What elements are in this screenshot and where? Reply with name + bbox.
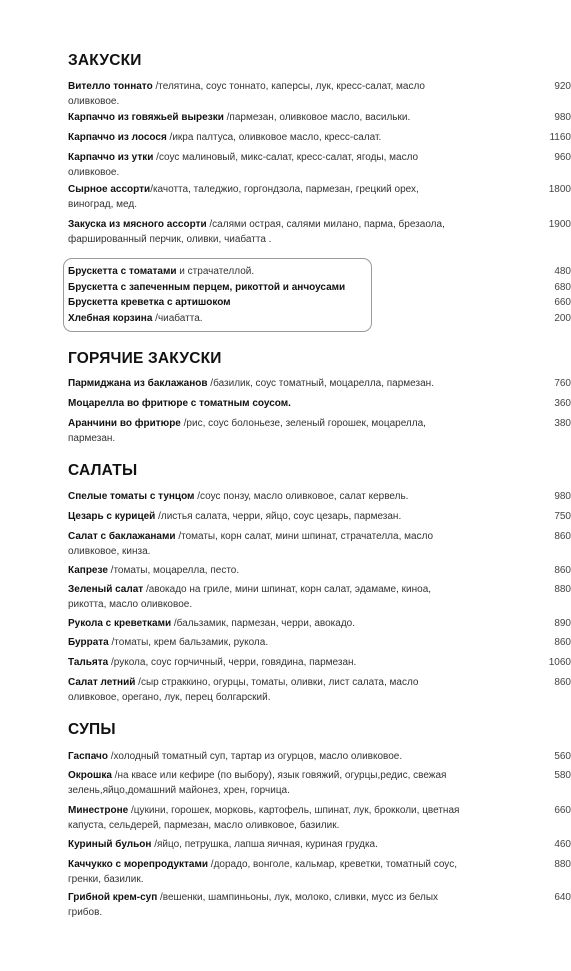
item-description: /соус малиновый, микс-салат, кресс-салат, ягоды, масло оливковое.: [68, 152, 419, 178]
item-name: Окрошка: [68, 770, 112, 781]
menu-item: [68, 417, 571, 446]
item-name: Брускетта с томатами: [68, 266, 177, 277]
menu-item: [68, 858, 571, 887]
menu-item: [68, 769, 571, 798]
section-title-soups: СУПЫ: [68, 721, 116, 738]
item-name: Сырное ассорти: [68, 184, 151, 195]
item-price: 580: [554, 770, 571, 781]
item-description: и страчателлой.: [176, 266, 255, 277]
item-name: Буррата: [68, 637, 109, 648]
item-price: 860: [554, 565, 571, 576]
item-name: Спелые томаты с тунцом: [68, 491, 195, 502]
menu-item: [68, 804, 571, 833]
item-description: /базилик, соус томатный, моцарелла, пармезан.: [207, 378, 434, 389]
menu-item: [68, 312, 571, 327]
item-name: Карпаччо из говяжьей вырезки: [68, 112, 224, 123]
item-price: 680: [554, 282, 571, 293]
item-price: 860: [554, 637, 571, 648]
item-price: 960: [554, 152, 571, 163]
item-name: Рукола с креветками: [68, 618, 172, 629]
item-description: /телятина, соус тоннато, каперсы, лук, кресс-салат, масло оливковое.: [68, 81, 425, 107]
item-description: /чиабатта.: [152, 313, 203, 324]
item-description: /икра палтуса, оливковое масло, кресс-салат.: [166, 132, 382, 143]
item-description: /качотта, таледжио, горгондзола, пармезан, грецкий орех, виноград, мед.: [68, 184, 419, 210]
item-price: 880: [554, 584, 571, 595]
item-description: /листья салата, черри, яйцо, соус цезарь, пармезан.: [155, 511, 402, 522]
menu-item: [68, 183, 571, 212]
item-description: /рис, соус болоньезе, зеленый горошек, моцарелла, пармезан.: [68, 418, 426, 444]
menu-item: [68, 750, 571, 765]
item-name: Карпаччо из утки: [68, 152, 154, 163]
menu-item: [68, 397, 571, 412]
item-name: Аранчини во фритюре: [68, 418, 181, 429]
item-description: /цукини, горошек, морковь, картофель, шпинат, лук, брокколи, цветная капуста, сельдерей, пармезан, масло оливковое, базилик.: [68, 805, 460, 831]
item-name: Цезарь с курицей: [68, 511, 156, 522]
menu-item: [68, 510, 571, 525]
menu-item: [68, 656, 571, 671]
item-description: /соус понзу, масло оливковое, салат кервель.: [194, 491, 409, 502]
item-name: Куриный бульон: [68, 839, 152, 850]
item-price: 480: [554, 266, 571, 277]
item-price: 1160: [549, 132, 571, 143]
item-description: /салями острая, салями милано, парма, брезаола, фаршированный перчик, оливки, чиабатта .: [68, 219, 445, 245]
item-name: Закуска из мясного ассорти: [68, 219, 207, 230]
section-title-zakuski: ЗАКУСКИ: [68, 52, 142, 69]
menu-item: [68, 296, 571, 311]
menu-item: [68, 80, 571, 109]
item-name: Капрезе: [68, 565, 108, 576]
item-price: 360: [554, 398, 571, 409]
section-title-hot-starters: ГОРЯЧИЕ ЗАКУСКИ: [68, 350, 222, 367]
item-price: 200: [554, 313, 571, 324]
item-name: Гаспачо: [68, 751, 108, 762]
menu-item: [68, 131, 571, 146]
item-description: /томаты, моцарелла, песто.: [107, 565, 240, 576]
item-price: 860: [554, 531, 571, 542]
item-price: 760: [554, 378, 571, 389]
menu-item: [68, 564, 571, 579]
menu-item: [68, 583, 571, 612]
item-name: Моцарелла во фритюре с томатным соусом.: [68, 398, 291, 409]
item-price: 560: [554, 751, 571, 762]
item-name: Салат летний: [68, 677, 136, 688]
item-name: Зеленый салат: [68, 584, 144, 595]
item-name: Брускетта с запеченным перцем, рикоттой и анчоусами: [68, 282, 346, 293]
menu-item: [68, 490, 571, 505]
item-price: 460: [554, 839, 571, 850]
item-price: 750: [554, 511, 571, 522]
item-name: Грибной крем-суп: [68, 892, 158, 903]
item-description: /холодный томатный суп, тартар из огурцов, масло оливковое.: [107, 751, 403, 762]
menu-item: [68, 151, 571, 180]
item-description: /сыр страккино, огурцы, томаты, оливки, лист салата, масло оливковое, орегано, лук, перец болгарский.: [68, 677, 419, 703]
item-description: /авокадо на гриле, мини шпинат, корн салат, эдамаме, киноа, рикотта, масло оливковое.: [68, 584, 432, 610]
item-price: 660: [554, 297, 571, 308]
item-name: Каччукко с морепродуктами: [68, 859, 209, 870]
item-name: Салат с баклажанами: [68, 531, 176, 542]
item-price: 880: [554, 859, 571, 870]
item-description: /на квасе или кефире (по выбору), язык говяжий, огурцы,редис, свежая зелень,яйцо,домашний майонез, хрен, горчица.: [68, 770, 447, 796]
item-name: Карпаччо из лосося: [68, 132, 167, 143]
item-price: 660: [554, 805, 571, 816]
menu-item: [68, 377, 571, 392]
item-price: 860: [554, 677, 571, 688]
item-price: 380: [554, 418, 571, 429]
item-price: 640: [554, 892, 571, 903]
item-description: /томаты, корн салат, мини шпинат, страчателла, масло оливковое, кинза.: [68, 531, 434, 557]
item-description: /дорадо, вонголе, кальмар, креветки, томатный соус, гренки, базилик.: [68, 859, 457, 885]
item-price: 980: [554, 112, 571, 123]
item-price: 1900: [548, 219, 571, 230]
menu-item: [68, 265, 571, 280]
item-name: Пармиджана из баклажанов: [68, 378, 208, 389]
item-description: /вешенки, шампиньоны, лук, молоко, сливки, мусс из белых грибов.: [68, 892, 439, 918]
item-description: /томаты, крем бальзамик, рукола.: [108, 637, 269, 648]
item-price: 1060: [548, 657, 571, 668]
menu-item: [68, 891, 571, 920]
item-description: /пармезан, оливковое масло, васильки.: [223, 112, 411, 123]
section-title-salads: САЛАТЫ: [68, 462, 138, 479]
menu-item: [68, 617, 571, 632]
menu-item: [68, 281, 571, 296]
item-name: Минестроне: [68, 805, 129, 816]
item-description: /бальзамик, пармезан, черри, авокадо.: [171, 618, 355, 629]
menu-item: [68, 218, 571, 247]
item-price: 890: [554, 618, 571, 629]
item-name: Вителло тоннато: [68, 81, 153, 92]
item-price: 980: [554, 491, 571, 502]
item-price: 920: [554, 81, 571, 92]
item-price: 1800: [548, 184, 571, 195]
menu-item: [68, 636, 571, 651]
item-description: /яйцо, петрушка, лапша яичная, куриная грудка.: [151, 839, 378, 850]
menu-item: [68, 111, 571, 126]
item-name: Брускетта креветка с артишоком: [68, 297, 231, 308]
item-description: /рукола, соус горчичный, черри, говядина, пармезан.: [108, 657, 357, 668]
menu-item: [68, 676, 571, 705]
item-name: Тальята: [68, 657, 109, 668]
menu-item: [68, 530, 571, 559]
menu-item: [68, 838, 571, 853]
item-name: Хлебная корзина: [68, 313, 153, 324]
